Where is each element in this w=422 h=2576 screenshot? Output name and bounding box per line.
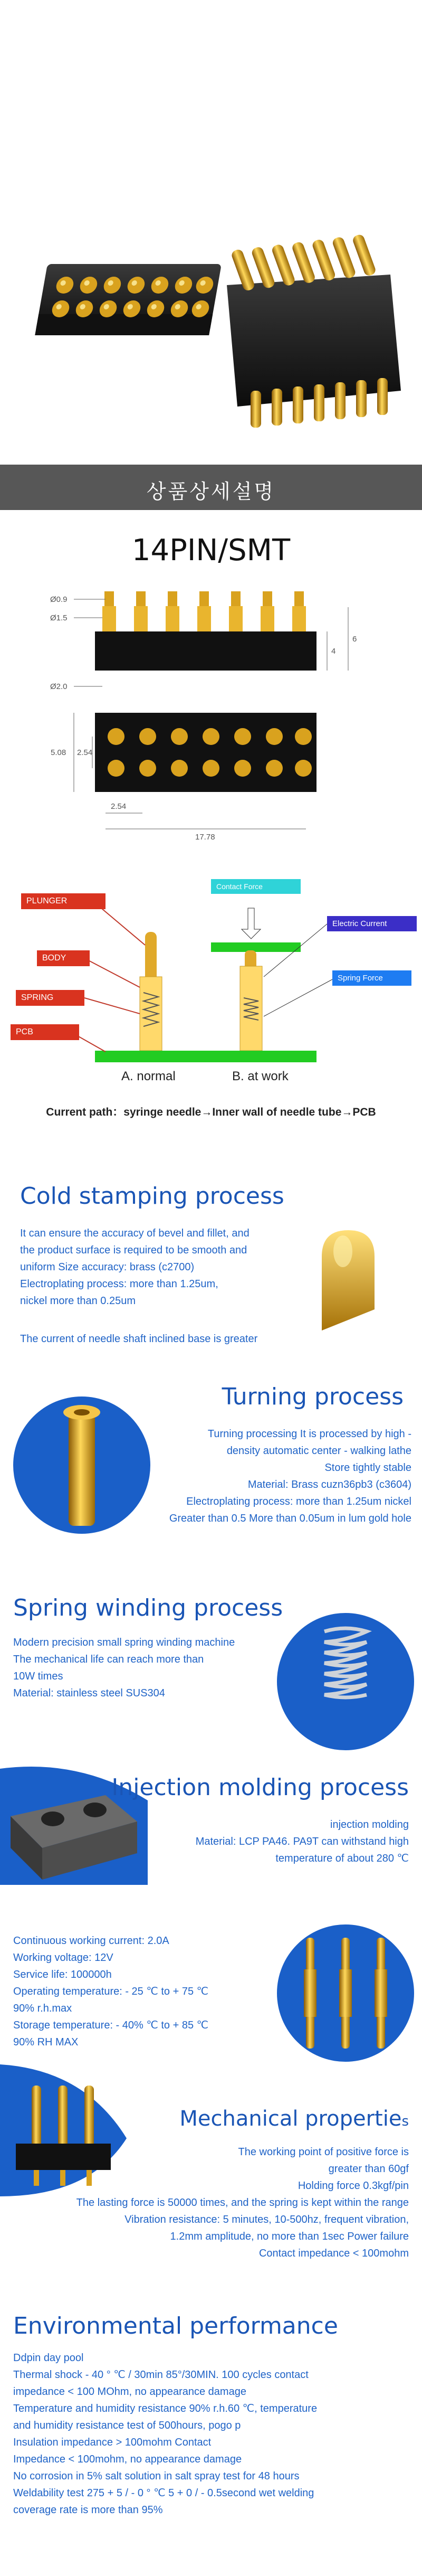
environmental-line: Weldability test 275 + 5 / - 0 ° ℃ 5 + 0 / - 0.5second wet welding xyxy=(13,2487,314,2499)
mechanical-title-wrap xyxy=(179,2107,409,2131)
environmental-title: Environmental performance xyxy=(13,2313,338,2339)
mechanical-line: The lasting force is 50000 times, and the spring is kept within the range xyxy=(76,2197,409,2209)
injection-line: temperature of about 280 ℃ xyxy=(275,1853,409,1864)
title-banner xyxy=(0,465,422,510)
spring-body xyxy=(13,1634,287,1702)
spec-line: Continuous working current: 2.0A xyxy=(13,1935,169,1947)
spec-line: Service life: 100000h xyxy=(13,1969,112,1980)
cold-stamping-line: Electroplating process: more than 1.25um, xyxy=(20,1278,218,1290)
turning-line: Turning processing It is processed by high - xyxy=(207,1428,411,1440)
dim-top-2: Ø1.5 xyxy=(50,614,68,622)
spec-line: 90% RH MAX xyxy=(13,2036,79,2048)
cold-stamping-body xyxy=(20,1225,315,1309)
cold-stamping-note: The current of needle shaft inclined base is greater xyxy=(20,1333,258,1345)
label-pcb: PCB xyxy=(11,1024,79,1040)
dim-side-a: 4 xyxy=(331,647,336,656)
injection-title: Injection molding process xyxy=(111,1774,409,1801)
injection-section xyxy=(0,1758,422,1895)
injection-line: Material: LCP PA46. PA9T can withstand high xyxy=(195,1836,409,1847)
label-contact-force: Contact Force xyxy=(211,879,301,894)
turning-body xyxy=(137,1426,411,1527)
label-electric-current: Electric Current xyxy=(327,916,417,931)
environmental-line: No corrosion in 5% salt solution in salt spray test for 48 hours xyxy=(13,2470,300,2482)
environmental-line: Ddpin day pool xyxy=(13,2352,84,2364)
spring-line: Material: stainless steel SUS304 xyxy=(13,1687,165,1699)
dim-bottom-a: 2.54 xyxy=(111,802,127,811)
plunger-image xyxy=(301,1220,401,1336)
cold-stamping-line: It can ensure the accuracy of bevel and fillet, and xyxy=(20,1228,250,1239)
dim-left-a: 5.08 xyxy=(51,748,66,757)
mechanical-section xyxy=(0,2064,422,2265)
environmental-line: Temperature and humidity resistance 90% r.h.60 ℃, temperature xyxy=(13,2403,318,2414)
environmental-line: impedance < 100 MOhm, no appearance damage xyxy=(13,2386,246,2398)
mechanical-title: Mechanical propertie xyxy=(179,2107,402,2131)
current-path-text: Current path：syringe needle→Inner wall of needle tube→PCB xyxy=(46,1106,376,1118)
state-at-work: B. at work xyxy=(232,1069,289,1083)
turning-line: Store tightly stable xyxy=(324,1462,411,1474)
label-spring-force: Spring Force xyxy=(332,970,411,986)
dim-top-1: Ø0.9 xyxy=(50,595,68,604)
environmental-body xyxy=(13,2349,414,2518)
label-plunger: PLUNGER xyxy=(21,893,106,909)
specs-section xyxy=(0,1922,422,2064)
cold-stamping-line: nickel more than 0.25um xyxy=(20,1295,136,1307)
environmental-line: Impedance < 100mohm, no appearance damage xyxy=(13,2454,242,2465)
spec-line: Operating temperature: - 25 ℃ to + 75 ℃ xyxy=(13,1986,209,1997)
cold-stamping-line: uniform Size accuracy: brass (c2700) xyxy=(20,1261,195,1273)
dimension-drawing xyxy=(0,591,422,855)
mechanical-line: greater than 60gf xyxy=(328,2163,409,2175)
spring-line: Modern precision small spring winding machine xyxy=(13,1637,235,1648)
banner-title: 상품상세설명 xyxy=(146,480,276,503)
injection-line: injection molding xyxy=(330,1819,409,1830)
structure-diagram xyxy=(0,866,422,1162)
model-title-block xyxy=(0,533,422,575)
hero-product-image xyxy=(0,0,422,465)
spring-title: Spring winding process xyxy=(13,1594,283,1621)
environmental-line: and humidity resistance test of 500hours, pogo p xyxy=(13,2420,241,2431)
environmental-line: Thermal shock - 40 ° ℃ / 30min 85°/30MIN. 100 cycles contact xyxy=(13,2369,309,2381)
environmental-line: Insulation impedance > 100mohm Contact xyxy=(13,2437,212,2448)
spec-line: 90% r.h.max xyxy=(13,2003,72,2014)
dim-left-b: 2.54 xyxy=(77,748,93,757)
mechanical-line: Holding force 0.3kgf/pin xyxy=(298,2180,409,2192)
turning-line: Greater than 0.5 More than 0.05um in lum gold hole xyxy=(169,1513,411,1524)
cold-stamping-line: the product surface is required to be smooth and xyxy=(20,1244,247,1256)
spec-line: Working voltage: 12V xyxy=(13,1952,113,1964)
pin-trio-image xyxy=(274,1922,417,2064)
model-title: 14PIN/SMT xyxy=(131,533,291,568)
turning-section xyxy=(0,1373,422,1547)
spec-line: Storage temperature: - 40% ℃ to + 85 ℃ xyxy=(13,2020,209,2031)
specs-body xyxy=(13,1932,287,2051)
cold-stamping-section xyxy=(0,1172,422,1373)
spring-section xyxy=(0,1584,422,1758)
mechanical-line: Vibration resistance: 5 minutes, 10-500hz, frequent vibration, xyxy=(124,2214,409,2225)
spring-line: The mechanical life can reach more than xyxy=(13,1654,204,1665)
turning-line: density automatic center - walking lathe xyxy=(226,1445,411,1457)
cold-stamping-title: Cold stamping process xyxy=(20,1183,284,1210)
mechanical-body xyxy=(8,2144,409,2262)
dim-top-3: Ø2.0 xyxy=(50,682,68,691)
mechanical-title-suffix: s xyxy=(401,2113,409,2129)
turning-line: Electroplating process: more than 1.25um nickel xyxy=(186,1496,411,1507)
dim-bottom-b: 17.78 xyxy=(195,833,215,842)
environmental-section xyxy=(0,2313,422,2576)
turning-title: Turning process xyxy=(222,1383,404,1410)
mechanical-line: The working point of positive force is xyxy=(238,2146,409,2158)
label-body: BODY xyxy=(37,950,90,966)
injection-body xyxy=(135,1816,409,1867)
barrel-image xyxy=(11,1394,153,1536)
spring-line: 10W times xyxy=(13,1671,63,1682)
mechanical-line: Contact impedance < 100mohm xyxy=(258,2248,409,2259)
turning-line: Material: Brass cuzn36pb3 (c3604) xyxy=(247,1479,411,1490)
label-spring: SPRING xyxy=(16,990,84,1006)
technical-drawing xyxy=(0,591,422,855)
connector-product-photo xyxy=(0,0,422,465)
spring-image xyxy=(274,1610,417,1753)
mechanical-line: 1.2mm amplitude, no more than 1sec Power failure xyxy=(170,2231,409,2242)
state-normal: A. normal xyxy=(121,1069,176,1083)
dim-side-b: 6 xyxy=(352,635,357,644)
environmental-line: coverage rate is more than 95% xyxy=(13,2504,163,2516)
